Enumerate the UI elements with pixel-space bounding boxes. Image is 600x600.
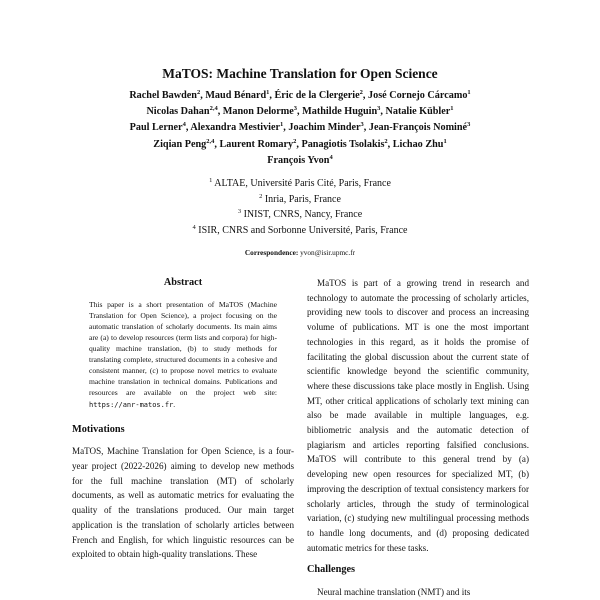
author-affiliation-mark: 1 — [467, 89, 471, 96]
affiliation-text: Inria, Paris, France — [262, 193, 341, 205]
author-affiliation-mark: 3 — [293, 105, 298, 113]
affiliation — [100, 223, 500, 239]
affiliation-list — [100, 176, 500, 239]
author-affiliation-mark: 1 — [450, 105, 454, 113]
paper-title: MaTOS: Machine Translation for Open Science — [162, 66, 438, 81]
author-affiliation-mark: 2 — [196, 89, 201, 96]
author-name: Panagiotis Tsolakis — [301, 138, 385, 150]
affiliation — [100, 192, 500, 208]
author-affiliation-mark: 4 — [329, 153, 333, 161]
author-name: Éric de la Clergerie — [274, 90, 360, 101]
author-affiliation-mark: 3 — [467, 121, 471, 129]
author-line: Rachel Bawden$^2$, Maud Bénard$^1$, Éric de la Clergerie$^2$, José Cornejo Cárcamo$^1$ — [129, 89, 471, 101]
correspondence-label: Correspondence: — [244, 248, 299, 257]
affiliation-mark: 3 — [237, 208, 242, 216]
affiliation-text: ISIR, CNRS and Sorbonne Université, Paris, France — [195, 225, 408, 237]
author-name: Nicolas Dahan — [146, 106, 210, 118]
correspondence-email: yvon@isir.upmc.fr — [300, 248, 356, 257]
author-name: Laurent Romary — [219, 138, 294, 150]
author-line — [60, 153, 540, 169]
affiliation-text: INIST, CNRS, Nancy, France — [241, 209, 363, 221]
author-name: Lichao Zhu — [392, 138, 444, 150]
author-name: Natalie Kübler — [385, 106, 451, 118]
affiliation-mark: 2 — [259, 192, 263, 200]
affiliation — [100, 207, 500, 223]
author-name: Joachim Minder — [288, 122, 361, 134]
author-affiliation-mark: 1 — [280, 121, 284, 129]
affiliation — [100, 176, 500, 192]
abstract-body — [89, 299, 277, 411]
right-column — [307, 276, 529, 600]
author-affiliation-mark: 2 — [359, 89, 363, 96]
author-affiliation-mark: 3 — [360, 121, 364, 129]
author-line: Nicolas Dahan$^{2,4}$, Manon Delorme$^3$, Mathilde Huguin$^3$, Natalie Kübler$^1$ — [146, 105, 454, 118]
abstract-text: This paper is a short presentation of MaTOS (Machine Translation for Open Science), a project focusing on the automatic translation of scholarly documents. Its main aims are (a) to develop resources (term lists and corpora) for high-quality machine translation, (b) to study methods for translating complete, structured documents in a cohesive and consistent manner, (c) to propose novel metrics to evaluate machine translation in technical domains. Publications and resources are available on the project web site: — [89, 299, 277, 398]
author-line: Ziqian Peng$^{2,4}$, Laurent Romary$^2$, Panagiotis Tsolakis$^2$, Lichao Zhu$^1$ — [153, 137, 447, 150]
left-column — [72, 276, 294, 562]
author-affiliation-mark: 2 — [384, 137, 388, 145]
author-name: Mathilde Huguin — [302, 106, 378, 118]
author-affiliation-mark: 2,4 — [206, 137, 215, 145]
trend-paragraph: MaTOS is part of a growing trend in research and technology to automate the processing of scholarly articles, providing new tools to discover and process an increasing volume of publications. MT is one the most important technologies in this regard, as it holds the promise of facilitating the global discussion about the current state of scientific knowledge beyond the scientific community, where these discussions take place mostly in English. Using MT, other critical applications of scholarly text mining can also be made available in multiple languages, e.g. bibliometric analysis and the automatic detection of plagiarism and articles reporting falsified conclusions. MaTOS will contribute to this general trend by (a) developing new open resources for specialized MT, (b) improving the description of textual consistency markers for scholarly articles, through the study of terminological variation, (c) studying new multilingual processing methods to handle long documents, and (d) proposing dedicated automatic metrics for these tasks. — [307, 278, 529, 553]
author-name: José Cornejo Cárcamo — [368, 90, 468, 101]
author-name: François Yvon — [267, 154, 330, 166]
correspondence — [0, 248, 600, 257]
author-name: Paul Lerner — [129, 122, 183, 134]
affiliation-mark: 1 — [209, 177, 213, 184]
author-affiliation-mark: 4 — [182, 121, 186, 129]
challenges-paragraph: Neural machine translation (NMT) and its — [317, 587, 471, 598]
motivations-heading: Motivations — [72, 423, 125, 435]
author-name: Alexandra Mestivier — [190, 122, 281, 134]
author-affiliation-mark: 1 — [443, 137, 447, 145]
affiliation-text: ALTAE, Université Paris Cité, Paris, France — [212, 178, 391, 189]
motivations-paragraph: MaTOS, Machine Translation for Open Science, is a four-year project (2022-2026) aiming to develop new methods for the full machine translation (MT) of scholarly documents, as well as automatic metrics for evaluating the quality of the translations produced. Our main target application is the translation of scholarly articles between French and English, for which linguistic resources can be exploited to obtain high-quality translations. These — [72, 446, 294, 560]
abstract-heading: Abstract — [163, 277, 203, 288]
author-name: Rachel Bawden — [129, 90, 197, 101]
author-affiliation-mark: 3 — [377, 105, 381, 113]
author-affiliation-mark: 2 — [293, 137, 297, 145]
affiliation-mark: 4 — [192, 224, 196, 232]
author-name: Jean-François Nominé — [368, 122, 468, 134]
author-name: Ziqian Peng — [153, 138, 207, 150]
abstract-end: . — [173, 399, 176, 409]
author-list — [60, 88, 540, 169]
project-url-link[interactable]: https://anr-matos.fr — [89, 400, 174, 409]
author-line: Paul Lerner$^4$, Alexandra Mestivier$^1$, Joachim Minder$^3$, Jean-François Nominé$^3$ — [129, 121, 471, 134]
author-affiliation-mark: 1 — [266, 89, 270, 96]
author-name: Maud Bénard — [205, 90, 267, 101]
challenges-heading: Challenges — [307, 564, 356, 576]
author-affiliation-mark: 2,4 — [209, 105, 218, 113]
author-name: Manon Delorme — [222, 106, 294, 118]
